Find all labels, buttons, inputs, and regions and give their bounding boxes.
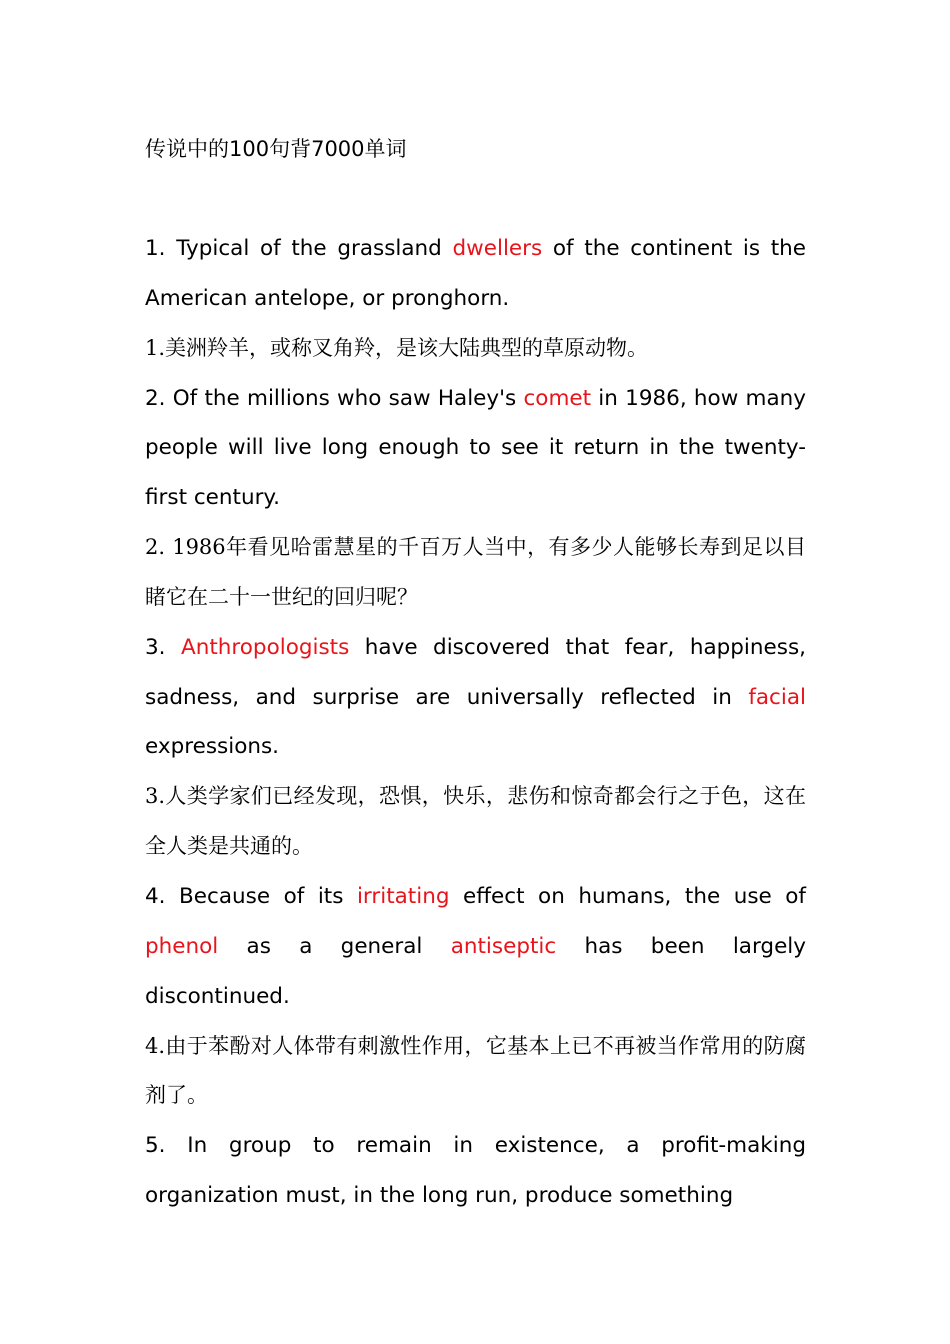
sentence-5-english: 5. In group to remain in existence, a profit-making organization must, in the long run, produce something [145,1133,806,1209]
vocab-dwellers: dwellers [452,236,543,261]
vocab-irritating: irritating [356,883,450,909]
vocab-comet: comet [523,385,592,411]
sentence-2-english [145,374,806,524]
sentence-4-text-c: as a general [218,933,451,959]
sentence-4-chinese: 4.由于苯酚对人体带有刺激性作用，它基本上已不再被当作常用的防腐剂了。 [145,1033,806,1108]
sentence-3-chinese: 3.人类学家们已经发现，恐惧，快乐，悲伤和惊奇都会行之于色，这在全人类是共通的。 [145,784,806,859]
sentence-4-text-a: 4. Because of its [145,883,357,909]
sentence-2-text-a: 2. Of the millions who saw Haley's [145,385,524,411]
sentence-3-english [145,623,806,773]
sentence-1-chinese: 1.美洲羚羊，或称叉角羚，是该大陆典型的草原动物。 [145,335,649,360]
sentence-4-text-b: effect on humans, the use of [449,883,806,909]
document-body [145,224,806,1221]
sentence-1-text-a: 1. Typical of the grassland [145,236,453,261]
sentence-2-chinese: 2. 1986年看见哈雷慧星的千百万人当中，有多少人能够长寿到足以目睹它在二十一世纪的回归呢？ [145,535,806,609]
sentence-4-english [145,872,806,1022]
vocab-facial: facial [748,684,806,710]
vocab-antiseptic: antiseptic [450,933,557,959]
vocab-anthropologists: Anthropologists [181,634,350,660]
sentence-2-text-b: in 1986, how many people will live long enough to see it return in the twenty-first century. [145,385,806,511]
sentence-3-text-c: expressions. [145,734,280,760]
sentence-4-text-d: has been largely discontinued. [145,933,807,1009]
document-title: 传说中的100句背7000单词 [145,137,407,161]
sentence-1-text-b: of the continent is the American antelope, or pronghorn. [145,236,806,311]
sentence-3-text-b: have discovered that fear, happiness, sadness, and surprise are universally reflected in [145,634,806,710]
sentence-3-text-a: 3. [145,634,182,660]
sentence-1-english [145,224,806,324]
vocab-phenol: phenol [145,933,219,959]
